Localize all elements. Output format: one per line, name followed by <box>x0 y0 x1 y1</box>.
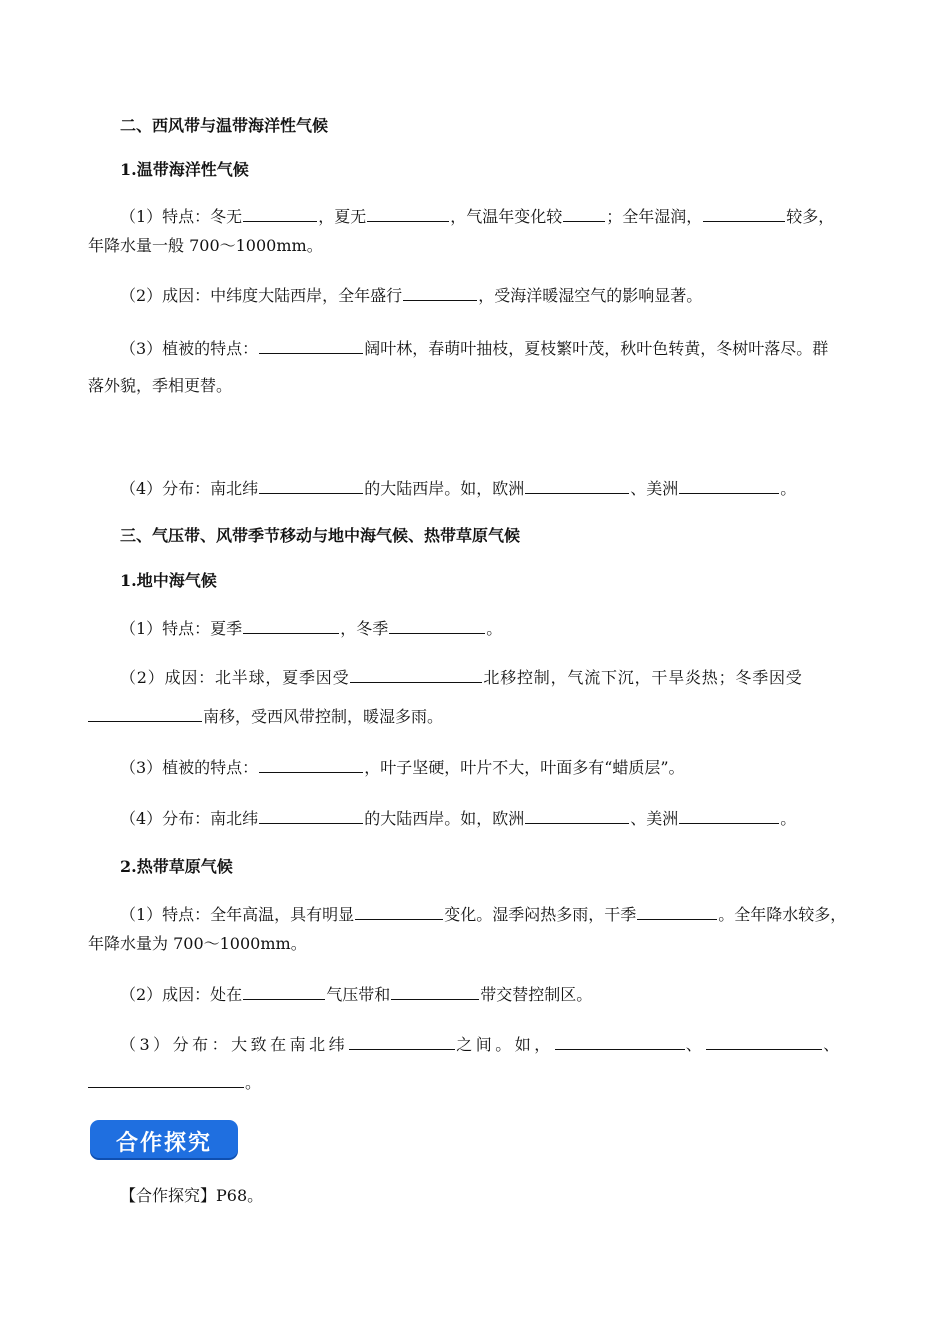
blank-field[interactable] <box>403 285 477 301</box>
s3-m-para4 <box>120 808 796 829</box>
text: ，叶子坚硬，叶片不大，叶面多有“蜡质层”。 <box>364 758 685 777</box>
text: （3）植被的特点： <box>120 758 259 777</box>
blank-field[interactable] <box>259 338 363 354</box>
blank-field[interactable] <box>703 206 785 222</box>
section2-subtitle: 1.温带海洋性气候 <box>120 160 249 179</box>
text: 。 <box>780 479 797 498</box>
section3-subtitle-1: 1.地中海气候 <box>120 571 217 590</box>
blank-field[interactable] <box>350 667 482 683</box>
badge-label: 合作探究 <box>115 1131 212 1156</box>
s3-t-para3-line1 <box>120 1034 843 1055</box>
cooperative-inquiry-badge <box>90 1120 238 1158</box>
text: ；全年湿润， <box>606 207 703 226</box>
text: （3）植被的特点： <box>120 339 259 358</box>
text: （2）成因：中纬度大陆西岸，全年盛行 <box>120 286 403 305</box>
footer-text: 【合作探究】P68。 <box>120 1186 264 1205</box>
blank-field[interactable] <box>637 904 717 920</box>
s2-para1-line1 <box>120 206 834 227</box>
blank-field[interactable] <box>243 206 317 222</box>
text: （1）特点：全年高温，具有明显 <box>120 905 355 924</box>
blank-field[interactable] <box>389 618 485 634</box>
text: 、美洲 <box>630 479 679 498</box>
s3-m-para1 <box>120 618 502 639</box>
s3-m-para3 <box>120 757 685 778</box>
text: 的大陆西岸。如，欧洲 <box>364 809 525 828</box>
s3-t-para1-line2: 年降水量为 700～1000mm。 <box>88 934 307 953</box>
s2-para2 <box>120 285 702 306</box>
text: 变化。湿季闷热多雨，干季 <box>444 905 637 924</box>
blank-field[interactable] <box>563 206 605 222</box>
section2-title: 二、西风带与温带海洋性气候 <box>120 116 329 135</box>
text: ，夏无 <box>318 207 367 226</box>
text: 带交替控制区。 <box>480 985 593 1004</box>
blank-field[interactable] <box>243 618 339 634</box>
text: 、美洲 <box>630 809 679 828</box>
blank-field[interactable] <box>88 1072 244 1088</box>
text: 北移控制，气流下沉，干旱炎热；冬季因受 <box>483 668 803 687</box>
text: 南移，受西风带控制，暖湿多雨。 <box>203 707 444 726</box>
section3-subtitle-2: 2.热带草原气候 <box>120 857 233 876</box>
s2-para4 <box>120 478 796 499</box>
s3-m-para2-line1 <box>120 667 803 688</box>
s3-t-para3-line2 <box>88 1072 261 1093</box>
text: ，气温年变化较 <box>450 207 563 226</box>
text: 。 <box>245 1073 262 1092</box>
text: 、 <box>685 1035 706 1054</box>
text: （1）特点：冬无 <box>120 207 243 226</box>
text: （3）分布：大致在南北纬 <box>120 1035 349 1054</box>
blank-field[interactable] <box>259 757 363 773</box>
blank-field[interactable] <box>88 706 202 722</box>
text: （2）成因：北半球，夏季因受 <box>120 668 350 687</box>
text: （1）特点：夏季 <box>120 619 243 638</box>
text: 气压带和 <box>326 985 391 1004</box>
blank-field[interactable] <box>367 206 449 222</box>
blank-field[interactable] <box>706 1034 822 1050</box>
text: （4）分布：南北纬 <box>120 809 259 828</box>
blank-field[interactable] <box>525 478 629 494</box>
blank-field[interactable] <box>243 984 325 1000</box>
section3-title: 三、气压带、风带季节移动与地中海气候、热带草原气候 <box>120 526 521 545</box>
text: （4）分布：南北纬 <box>120 479 259 498</box>
blank-field[interactable] <box>259 808 363 824</box>
s2-para3-line1 <box>120 338 828 359</box>
text: ，受海洋暖湿空气的影响显著。 <box>478 286 703 305</box>
text: 。 <box>486 619 503 638</box>
blank-field[interactable] <box>259 478 363 494</box>
text: 。全年降水较多， <box>718 905 847 924</box>
s3-t-para1-line1 <box>120 904 846 925</box>
s2-para3-line2: 落外貌，季相更替。 <box>88 376 233 395</box>
text: 较多， <box>786 207 835 226</box>
blank-field[interactable] <box>679 478 779 494</box>
blank-field[interactable] <box>391 984 479 1000</box>
blank-field[interactable] <box>355 904 443 920</box>
text: 、 <box>823 1035 843 1054</box>
text: 阔叶林，春萌叶抽枝，夏枝繁叶茂，秋叶色转黄，冬树叶落尽。群 <box>364 339 829 358</box>
s2-para1-line2: 年降水量一般 700～1000mm。 <box>88 236 323 255</box>
text: 的大陆西岸。如，欧洲 <box>364 479 525 498</box>
text: 。 <box>780 809 797 828</box>
text: 之间。如， <box>456 1035 554 1054</box>
blank-field[interactable] <box>555 1034 685 1050</box>
s3-m-para2-line2 <box>88 706 443 727</box>
blank-field[interactable] <box>679 808 779 824</box>
blank-field[interactable] <box>525 808 629 824</box>
text: ，冬季 <box>340 619 389 638</box>
s3-t-para2 <box>120 984 592 1005</box>
blank-field[interactable] <box>349 1034 455 1050</box>
text: （2）成因：处在 <box>120 985 243 1004</box>
